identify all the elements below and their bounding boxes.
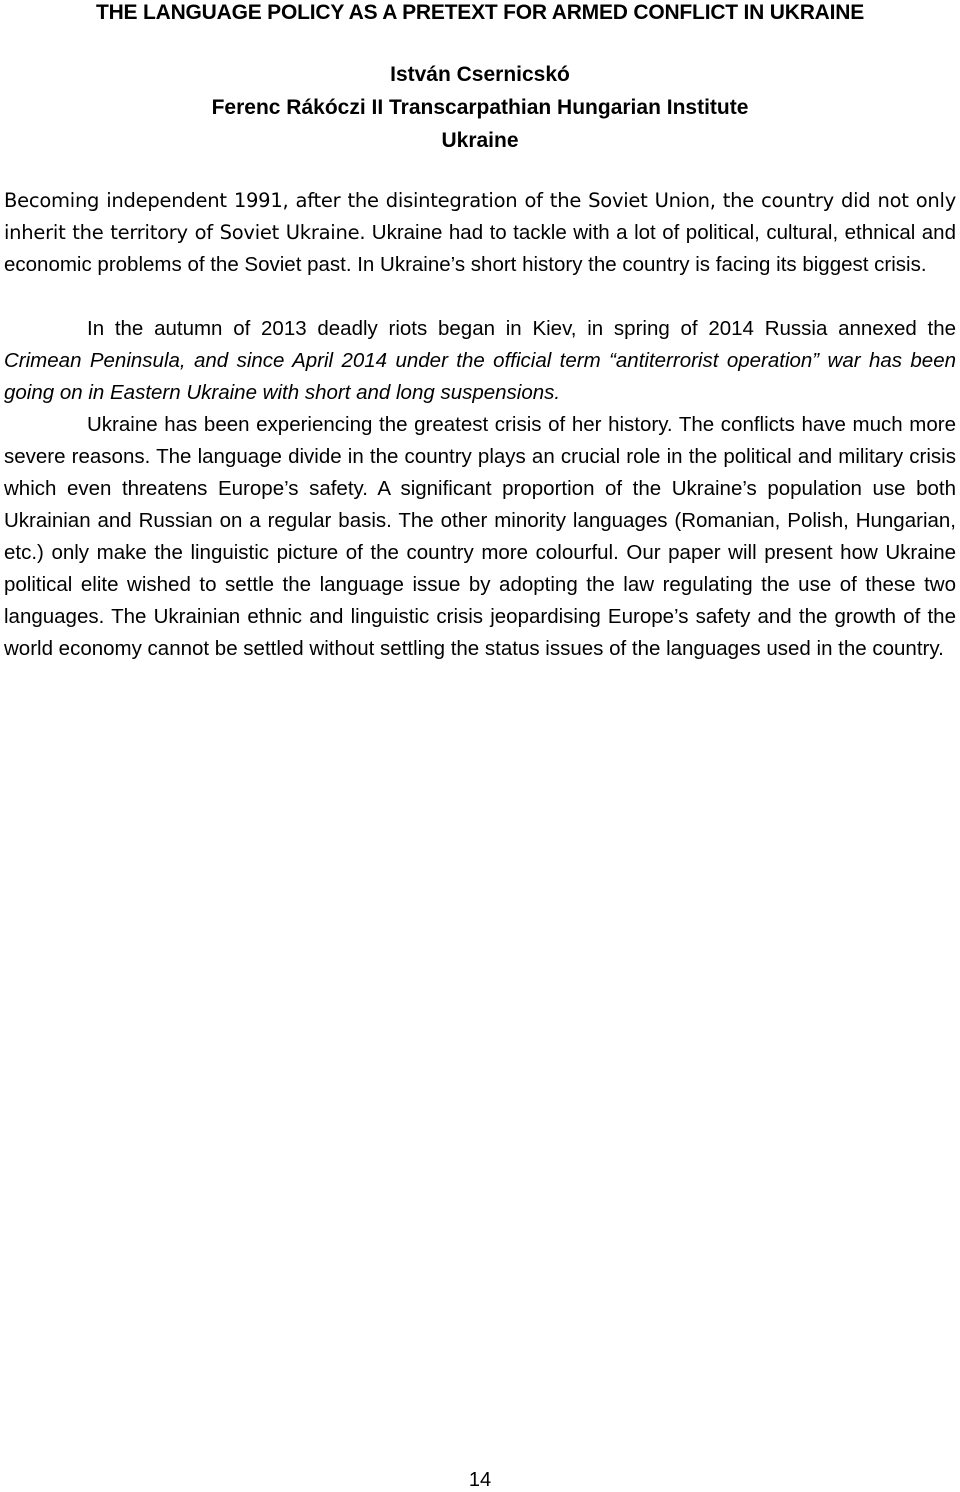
- abstract-paragraph-3: Ukraine has been experiencing the greatest crisis of her history. The conflicts have much more severe reasons. The language divide in the country plays an crucial role in the political and military crisis which even threatens Europe’s safety. A significant proportion of the Ukraine’s population use both Ukrainian and Russian on a regular basis. The other minority languages (Romanian, Polish, Hungarian, etc.) only make the linguistic picture of the country more colourful. Our paper will present how Ukraine political elite wished to settle the language issue by adopting the law regulating the use of these two languages. The Ukrainian ethnic and linguistic crisis jeopardising Europe’s safety and the growth of the world economy cannot be settled without settling the status issues of the languages used in the country.: [4, 413, 956, 660]
- author-name: István Csernicskó: [390, 63, 570, 86]
- abstract-paragraph-2: [4, 313, 956, 409]
- abstract-paragraph-1: [4, 185, 956, 281]
- author-block: [0, 58, 960, 157]
- page-number: 14: [468, 1469, 492, 1491]
- abstract-paragraph-2-italic: Crimean Peninsula, and since April 2014 under the official term “antiterrorist operation” war has been going on in Eastern Ukraine with short and long suspensions.: [4, 349, 956, 404]
- author-institution: Ferenc Rákóczi II Transcarpathian Hungarian Institute: [211, 96, 749, 119]
- author-country: Ukraine: [441, 129, 519, 152]
- abstract-paragraph-1-text-b: Ukraine had to tackle with a lot of political, cultural, ethnical and economic problems of the Soviet past. In Ukraine’s short history the country is facing its biggest crisis.: [4, 221, 956, 276]
- abstract-paragraph-2-text: In the autumn of 2013 deadly riots began in Kiev, in spring of 2014 Russia annexed the: [87, 317, 956, 340]
- abstract-paragraph-1-text-a: Becoming independent 1991, after the disintegration of the Soviet Union, the country did not only inherit the territory of Soviet Ukraine.: [4, 189, 956, 244]
- paper-title: THE LANGUAGE POLICY AS A PRETEXT FOR ARMED CONFLICT IN UKRAINE: [95, 1, 865, 24]
